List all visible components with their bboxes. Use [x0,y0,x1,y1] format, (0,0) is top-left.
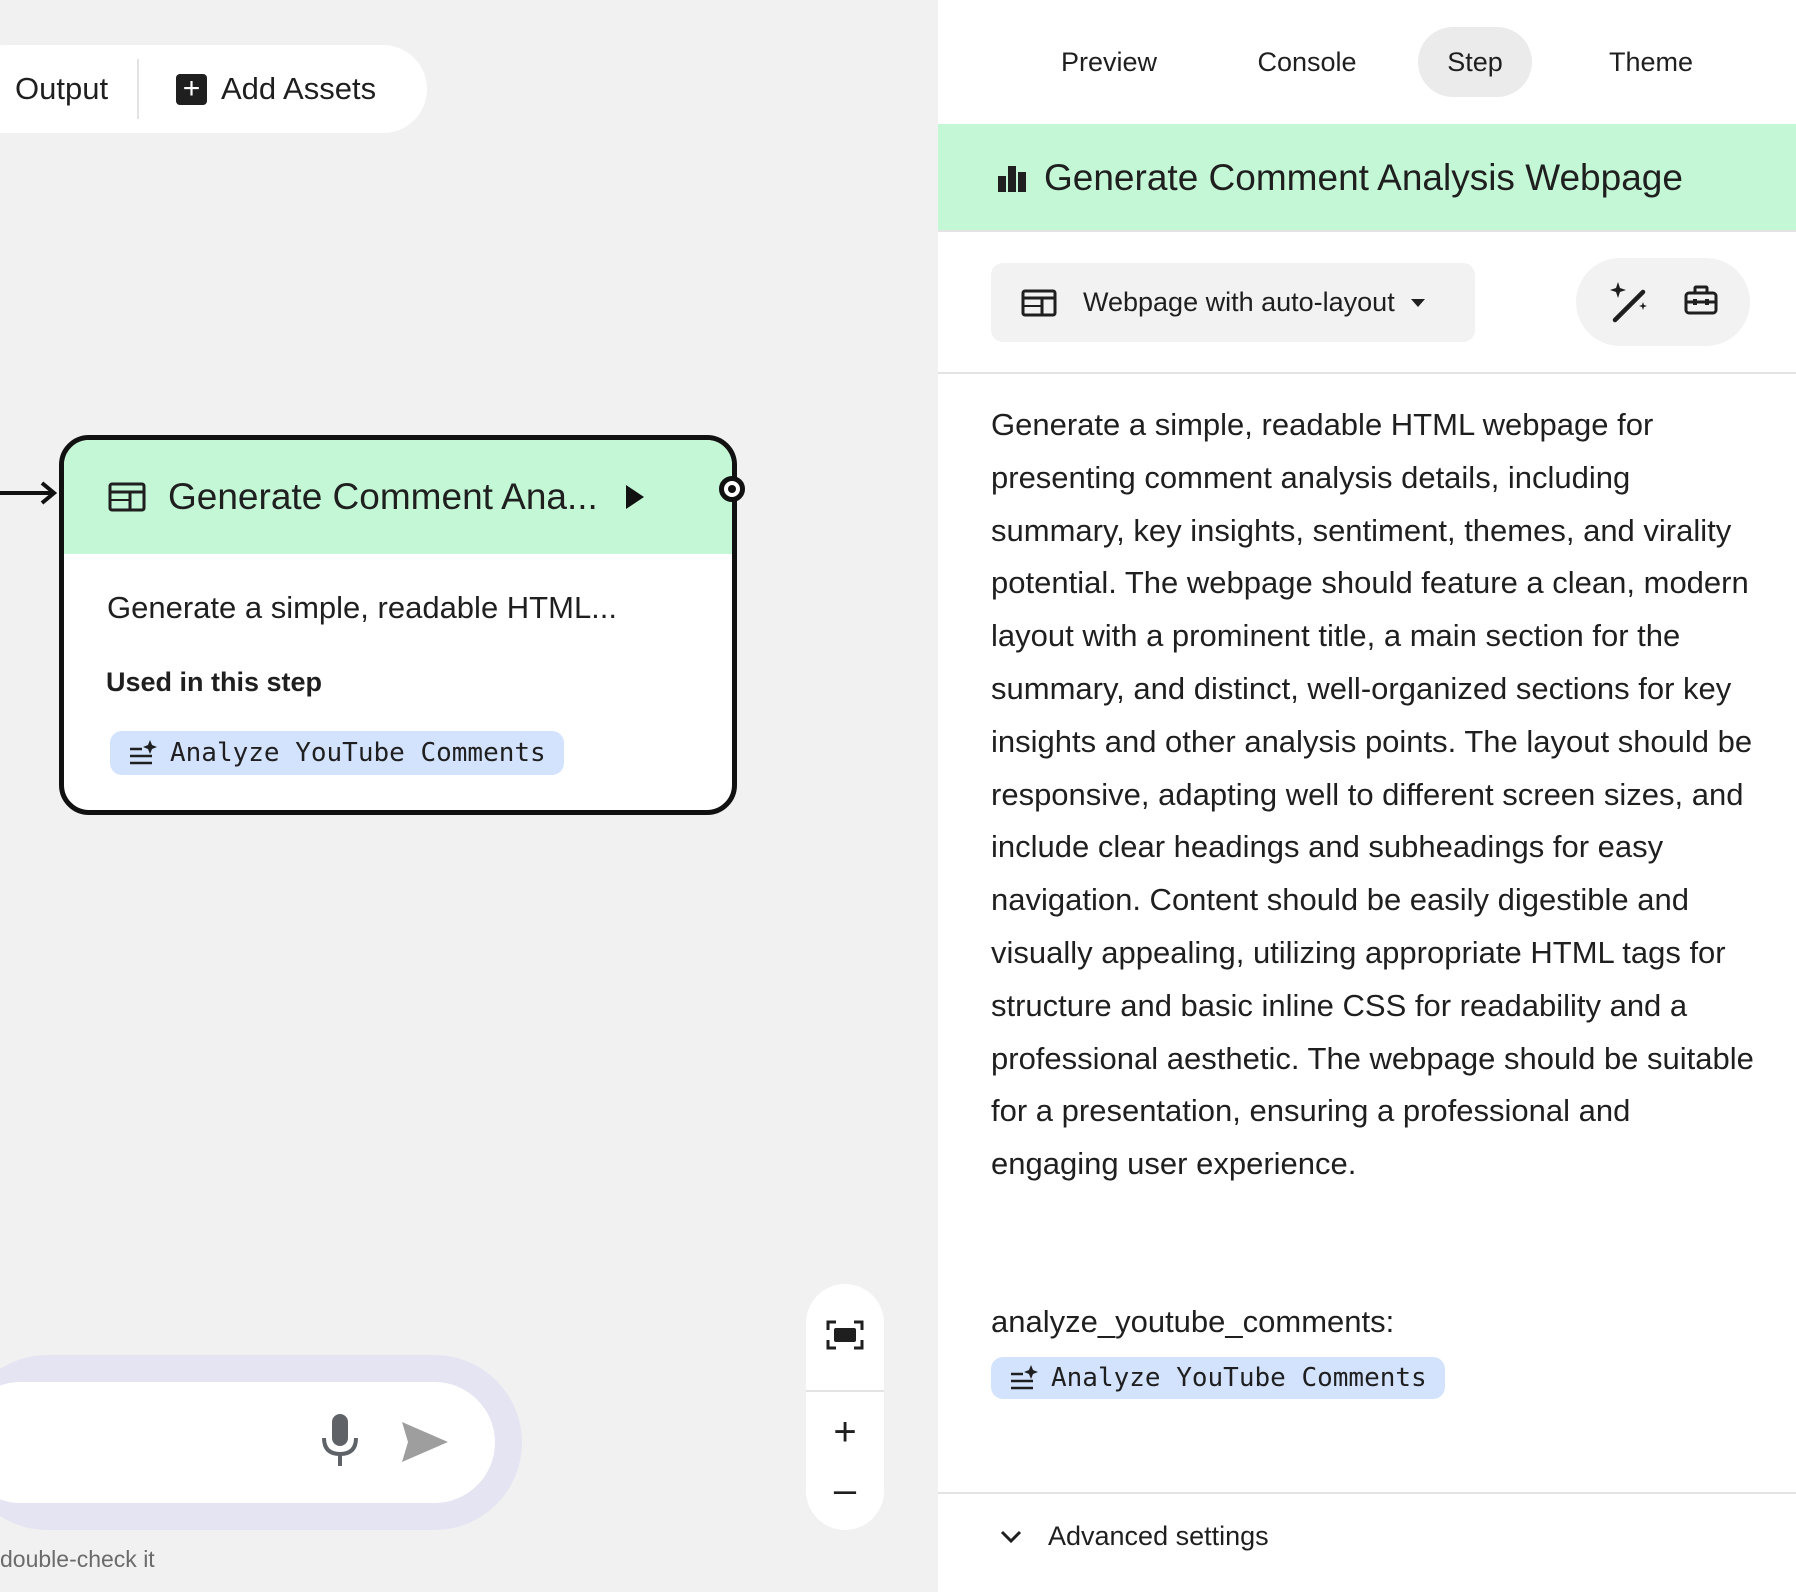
step-tools [1576,258,1750,346]
bar-chart-icon [996,162,1028,194]
step-title: Generate Comment Analysis Webpage [1044,156,1683,198]
add-assets-button[interactable] [176,71,376,107]
sparkle-list-icon [128,739,158,767]
prompt-editor[interactable]: Generate a simple, readable HTML webpage for presenting comment analysis details, including summary, key insights, sentiment, themes, and virality potential. The webpage should feature a clean, modern layout with a prominent title, a main section for the summary, and distinct, well-organized sections for key insights and other analysis points. The layout should be responsive, adapting well to different screen sizes, and include clear headings and subheadings for easy navigation. Content should be easily digestible and visually appealing, utilizing appropriate HTML tags for structure and basic inline CSS for readability and a professional aesthetic. The webpage should be suitable for a presentation, ensuring a professional and engaging user experience. [991,407,1754,1182]
toolbar-divider [938,372,1796,374]
variable-label: analyze_youtube_comments: [991,1304,1395,1339]
tab-preview[interactable]: Preview [1060,47,1158,77]
toolbar-divider [137,59,139,119]
step-panel [938,0,1796,1592]
fit-to-screen-icon[interactable] [826,1320,864,1350]
zoom-controls [806,1284,884,1530]
output-type-label: Webpage with auto-layout [1083,287,1395,317]
output-button[interactable]: Output [15,71,109,106]
add-assets-label: Add Assets [221,71,377,106]
output-port[interactable] [719,476,745,502]
step-header [938,124,1796,231]
microphone-icon[interactable] [318,1412,362,1468]
used-in-step-heading: Used in this step [106,667,323,697]
sparkle-list-icon [1009,1364,1039,1392]
zoom-divider [806,1390,884,1392]
webpage-layout-icon [108,482,146,512]
add-icon: + [176,74,207,105]
variable-chip-label: Analyze YouTube Comments [1051,1363,1427,1393]
header-divider [938,230,1796,232]
tab-step[interactable]: Step [1418,27,1532,97]
chevron-down-icon [1411,299,1425,307]
magic-wand-icon[interactable] [1607,280,1651,324]
asset-chip-label: Analyze YouTube Comments [170,738,546,768]
send-icon[interactable] [400,1420,450,1464]
canvas-toolbar [0,45,427,133]
step-node[interactable] [59,435,737,815]
node-title: Generate Comment Ana... [168,476,598,517]
advanced-settings-label: Advanced settings [1048,1521,1269,1551]
incoming-edge-arrow [0,478,60,508]
output-type-dropdown[interactable] [991,263,1475,342]
tab-theme[interactable]: Theme [1608,47,1694,77]
zoom-in-button[interactable]: + [833,1410,857,1454]
node-description: Generate a simple, readable HTML... [107,590,618,625]
node-header [64,440,732,554]
advanced-settings-toggle[interactable] [1000,1521,1269,1552]
variable-chip[interactable] [991,1357,1445,1399]
chevron-down-icon [1000,1530,1022,1544]
tab-console[interactable]: Console [1257,47,1357,77]
panel-tabs [938,27,1796,97]
run-step-icon[interactable] [626,485,644,509]
disclaimer-text: double-check it [0,1546,155,1572]
asset-chip[interactable] [110,731,564,775]
zoom-out-button[interactable]: – [833,1468,857,1512]
toolbox-icon[interactable] [1684,284,1718,316]
advanced-divider [938,1492,1796,1494]
webpage-layout-icon [1021,289,1057,317]
